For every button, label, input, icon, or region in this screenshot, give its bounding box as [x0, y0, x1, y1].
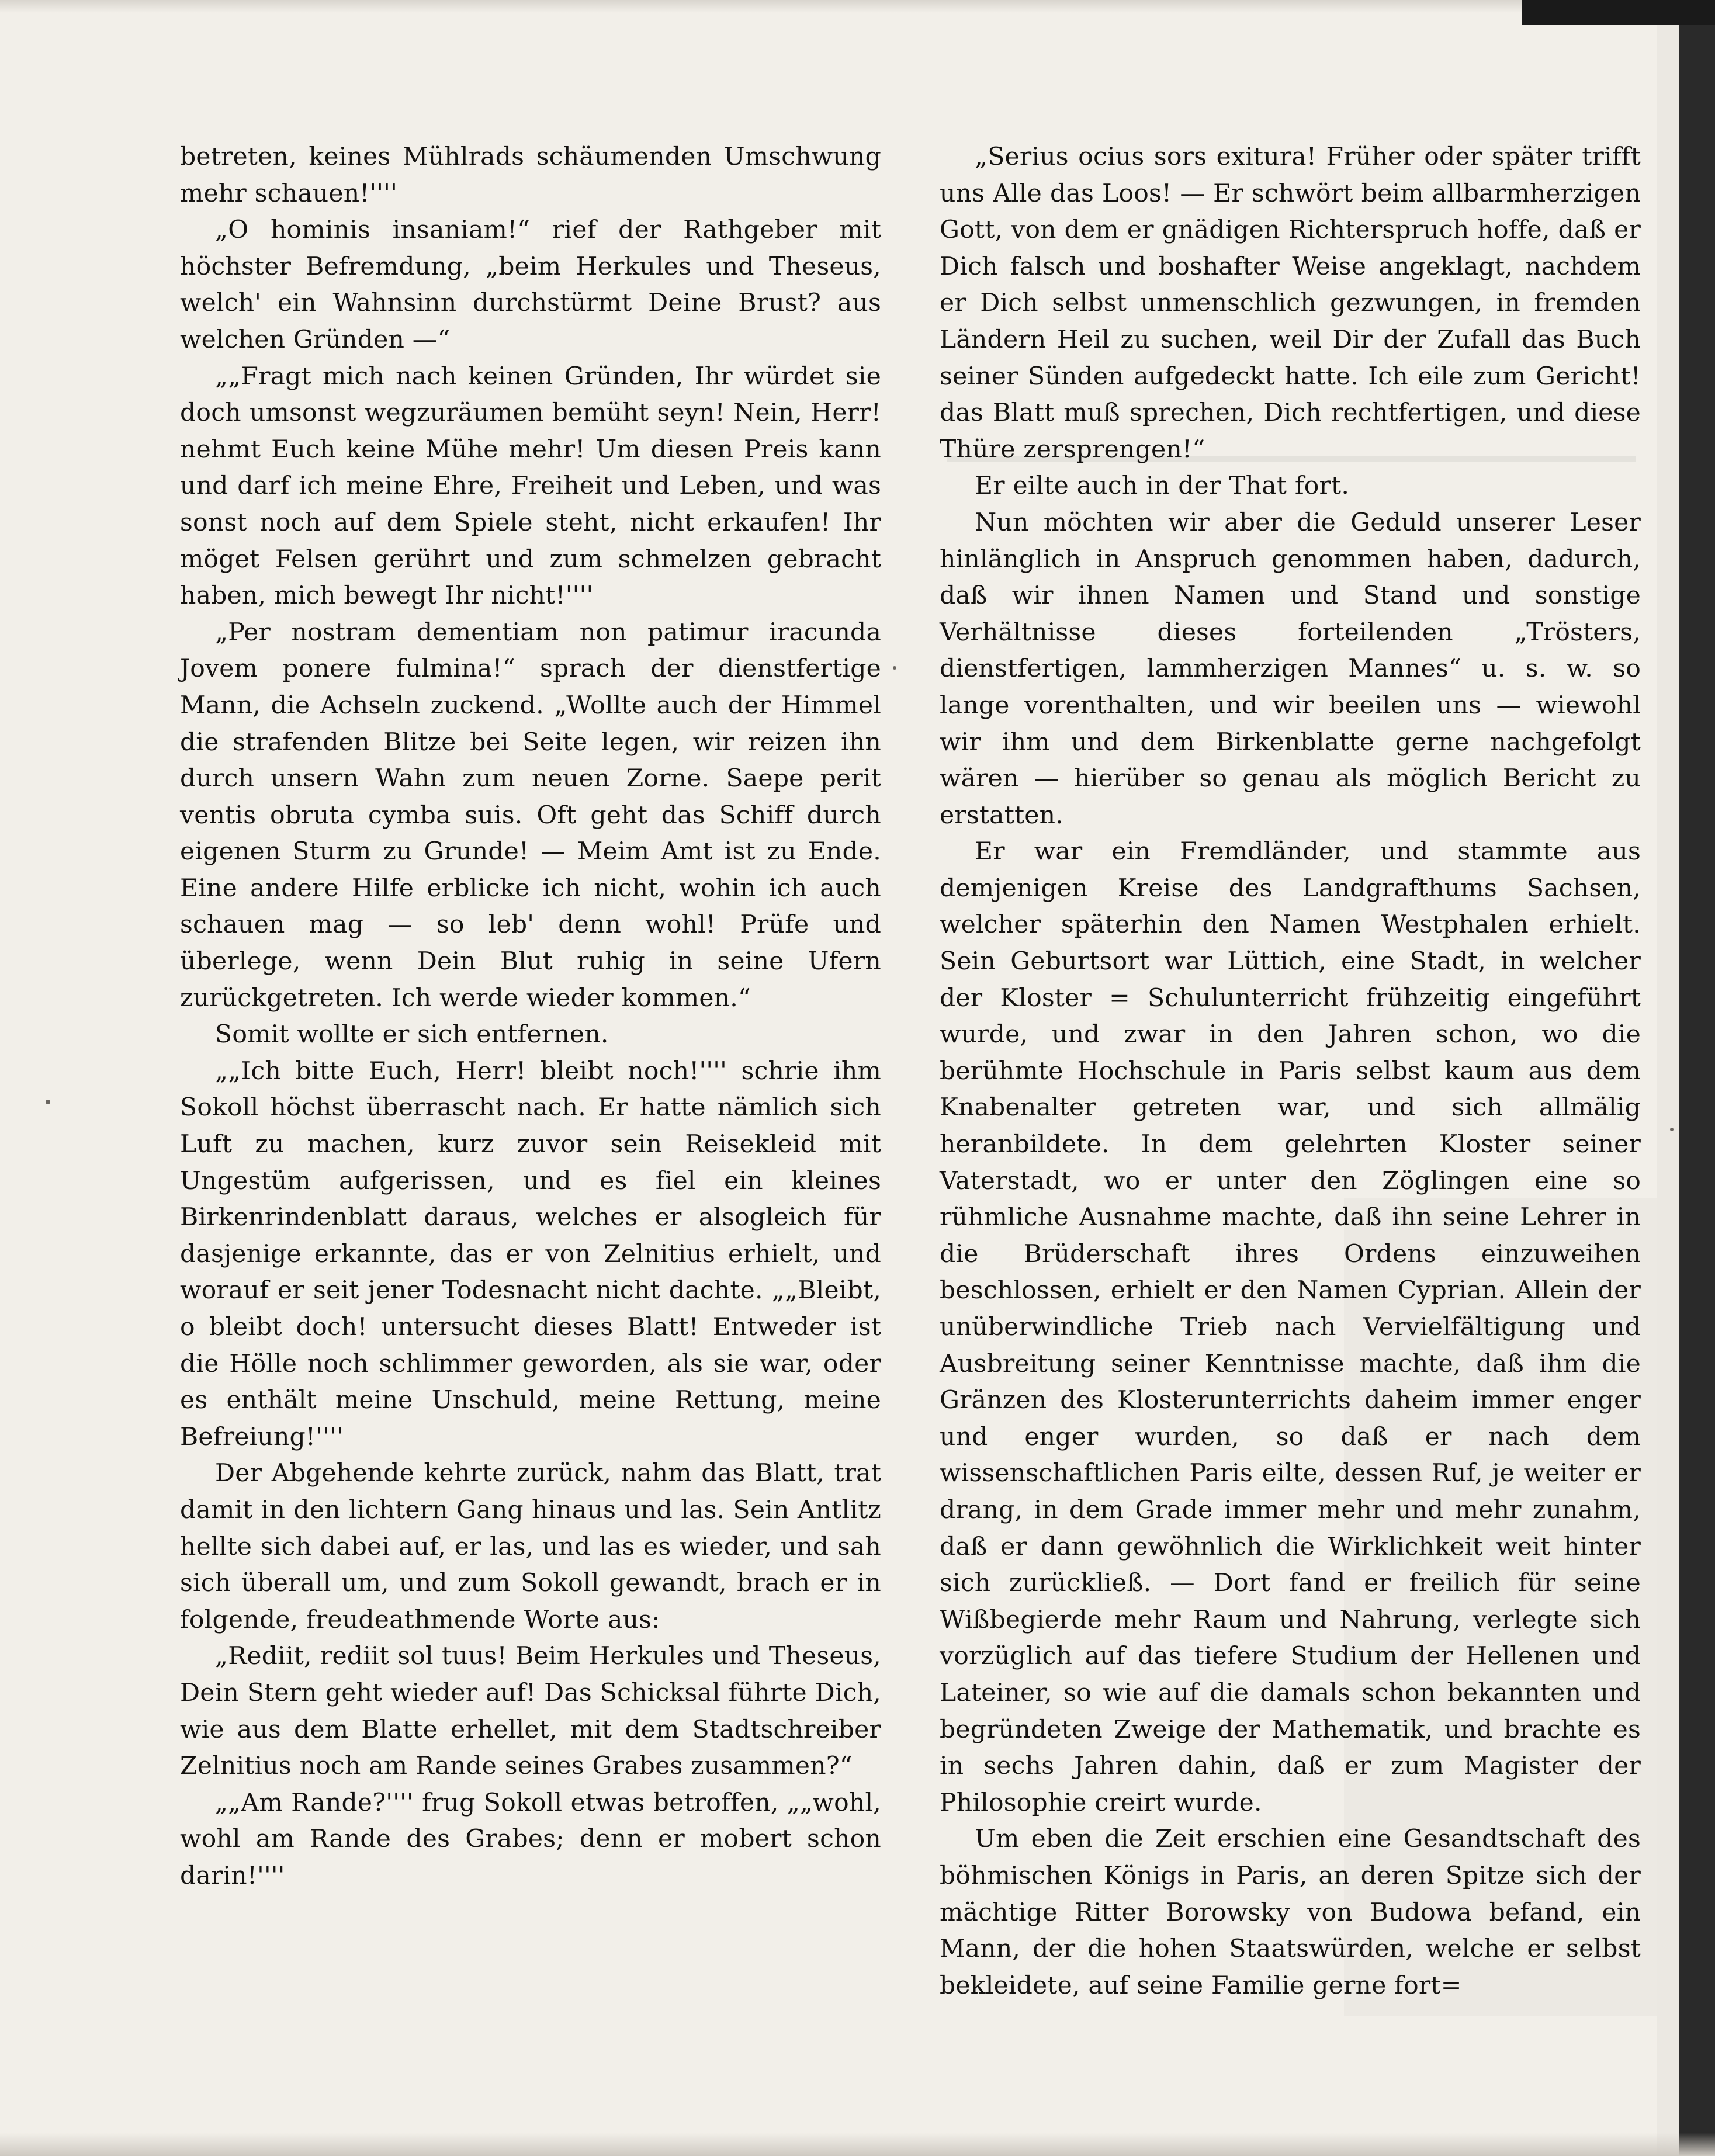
paragraph: Somit wollte er sich entfernen. [215, 1020, 609, 1049]
paragraph: „Serius ocius sors exitura! Früher oder später trifft uns Alle das Loos! — Er schwört beim allbarmherzigen Gott, von dem er gnädigen Richterspruch hoffe, daß er Dich falsch und boshafter Weise angeklagt, nachdem er Dich selbst unmenschlich gezwungen, in fremden Ländern Heil zu suchen, weil Dir der Zufall das Buch seiner Sünden aufgedeckt hatte. Ich eile zum Gericht! das Blatt muß sprechen, Dich rechtfertigen, und diese Thüre zersprengen!“ [940, 143, 1641, 464]
paragraph: „Per nostram dementiam non patimur iracunda Jovem ponere fulmina!“ sprach der dienstfertige Mann, die Achseln zuckend. „Wollte auch der Himmel die strafenden Blitze bei Seite legen, wir reizen ihn durch unsern Wahn zum neuen Zorne. Saepe perit ventis obruta cymba suis. Oft geht das Schiff durch eigenen Sturm zu Grunde! — Meim Amt ist zu Ende. Eine andere Hilfe erblicke ich nicht, wohin ich auch schauen mag — so leb' denn wohl! Prüfe und überlege, wenn Dein Blut ruhig in seine Ufern zurückgetreten. Ich werde wieder kommen.“ [180, 618, 881, 1013]
paragraph: „O hominis insaniam!“ rief der Rathgeber mit höchster Befremdung, „beim Herkules und Theseus, welch' ein Wahnsinn durchstürmt Deine Brust? aus welchen Gründen —“ [180, 216, 881, 354]
paragraph: Um eben die Zeit erschien eine Gesandtschaft des böhmischen Königs in Paris, an deren Spitze sich der mächtige Ritter Borowsky von Budowa befand, ein Mann, der die hohen Staatswürden, welche er selbst bekleidete, auf seine Familie gerne fort= [940, 1825, 1641, 2000]
ink-speck [1670, 1128, 1674, 1131]
paragraph: betreten, keines Mühlrads schäumenden Umschwung mehr schauen!'''' [180, 143, 881, 208]
paragraph: Er eilte auch in der That fort. [975, 472, 1350, 501]
scan-corner [1522, 0, 1715, 25]
right-text-column [940, 139, 1641, 2004]
paragraph: Er war ein Fremdländer, und stammte aus demjenigen Kreise des Landgrafthums Sachsen, welcher späterhin den Namen Westphalen erhielt. Sein Geburtsort war Lüttich, eine Stadt, in welcher der Kloster = Schulunterricht frühzeitig eingeführt wurde, und zwar in den Jahren schon, wo die berühmte Hochschule in Paris selbst kaum aus dem Knabenalter getreten war, und sich allmälig heranbildete. In dem gelehrten Kloster seiner Vaterstadt, wo er unter den Zöglingen eine so rühmliche Ausnahme machte, daß ihn seine Lehrer in die Brüderschaft ihres Ordens einzuweihen beschlossen, erhielt er den Namen Cyprian. Allein der unüberwindliche Trieb nach Vervielfältigung und Ausbreitung seiner Kenntnisse machte, daß ihm die Gränzen des Klosterunterrichts daheim immer enger und enger wurden, so daß er nach dem wissenschaftlichen Paris eilte, dessen Ruf, je weiter er drang, in dem Grade immer mehr und mehr zunahm, daß er dann gewöhnlich die Wirklichkeit weit hinter sich zurückließ. — Dort fand er freilich für seine Wißbegierde mehr Raum und Nahrung, verlegte sich vorzüglich auf das tiefere Studium der Hellenen und Lateiner, so wie auf die damals schon bekannten und begründeten Zweige der Mathematik, und brachte es in sechs Jahren dahin, daß er zum Magister der Philosophie creirt wurde. [940, 837, 1641, 1817]
ink-speck [46, 1100, 50, 1104]
ink-speck [893, 666, 896, 670]
paragraph: Nun möchten wir aber die Geduld unserer Leser hinlänglich in Anspruch genommen haben, dadurch, daß wir ihnen Namen und Stand und sonstige Verhältnisse dieses forteilenden „Trösters, dienstfertigen, lammherzigen Mannes“ u. s. w. so lange vorenthalten, und wir beeilen uns — wiewohl wir ihm und dem Birkenblatte gerne nachgefolgt wären — hierüber so genau als möglich Bericht zu erstatten. [940, 508, 1641, 830]
scan-top-shadow [0, 0, 1715, 13]
paragraph: „„Ich bitte Euch, Herr! bleibt noch!'''' schrie ihm Sokoll höchst überrascht nach. Er hatte nämlich sich Luft zu machen, kurz zuvor sein Reisekleid mit Ungestüm aufgerissen, und es fiel ein kleines Birkenrindenblatt daraus, welches er alsogleich für dasjenige erkannte, das er von Zelnitius erhielt, und worauf er seit jener Todesnacht nicht dachte. „„Bleibt, o bleibt doch! untersucht dieses Blatt! Entweder ist die Hölle noch schlimmer geworden, als sie war, oder es enthält meine Unschuld, meine Rettung, meine Befreiung!'''' [180, 1056, 881, 1451]
paragraph: Der Abgehende kehrte zurück, nahm das Blatt, trat damit in den lichtern Gang hinaus und las. Sein Antlitz hellte sich dabei auf, er las, und las es wieder, und sah sich überall um, und zum Sokoll gewandt, brach er in folgende, freudeathmende Worte aus: [180, 1459, 881, 1634]
paragraph: „„Am Rande?'''' frug Sokoll etwas betroffen, „„wohl, wohl am Rande des Grabes; denn er mobert schon darin!'''' [180, 1788, 881, 1890]
paragraph: „„Fragt mich nach keinen Gründen, Ihr würdet sie doch umsonst wegzuräumen bemüht seyn! Nein, Herr! nehmt Euch keine Mühe mehr! Um diesen Preis kann und darf ich meine Ehre, Freiheit und Leben, und was sonst noch auf dem Spiele steht, nicht erkaufen! Ihr möget Felsen gerührt und zum schmelzen gebracht haben, mich bewegt Ihr nicht!'''' [180, 362, 881, 611]
left-text-column [180, 139, 881, 1895]
scan-bottom-shadow [0, 2133, 1715, 2156]
page-edge [1657, 0, 1679, 2156]
scan-border [1679, 0, 1715, 2156]
paragraph: „Rediit, rediit sol tuus! Beim Herkules und Theseus, Dein Stern geht wieder auf! Das Schicksal führte Dich, wie aus dem Blatte erhellet, mit dem Stadtschreiber Zelnitius noch am Rande seines Grabes zusammen?“ [180, 1642, 881, 1781]
